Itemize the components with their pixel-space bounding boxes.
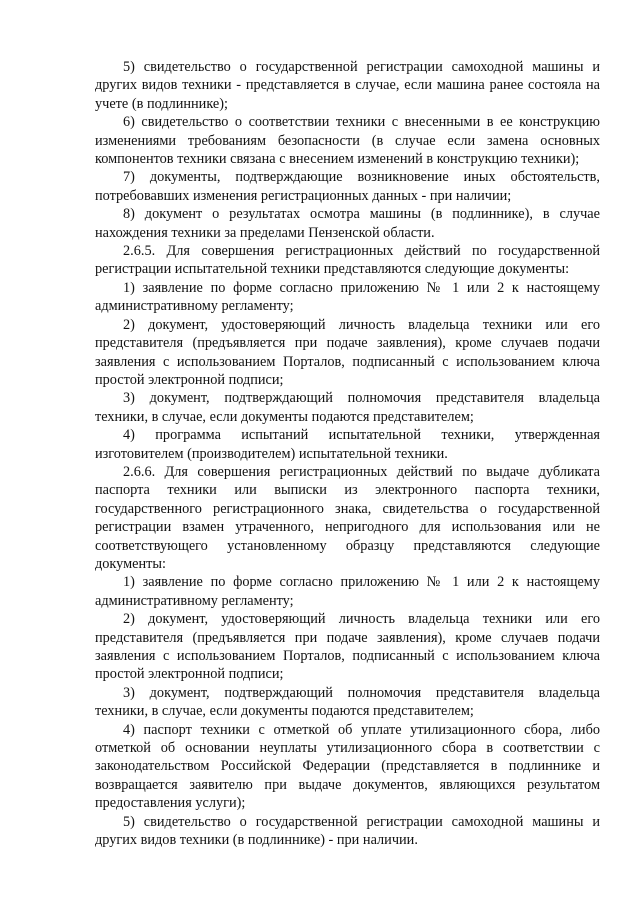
- document-page: [95, 58, 600, 849]
- paragraph: 5) свидетельство о государственной регистрации самоходной машины и других видов техники (в подлиннике) - при наличии.: [95, 813, 600, 849]
- section-heading-paragraph: 2.6.6. Для совершения регистрационных действий по выдаче дубликата паспорта техники или выписки из электронного паспорта техники, государственного регистрационного знака, свидетельства о государственной регистрации взамен утраченного, непригодного для использования или не соответствующего установленному образцу представляются следующие документы:: [95, 463, 600, 572]
- paragraph: 2) документ, удостоверяющий личность владельца техники или его представителя (предъявляется при подаче заявления), кроме случаев подачи заявления с использованием Порталов, подписанный с использованием ключа простой электронной подписи;: [95, 316, 600, 388]
- paragraph: 5) свидетельство о государственной регистрации самоходной машины и других видов техники - представляется в случае, если машина ранее состояла на учете (в подлиннике);: [95, 59, 600, 112]
- paragraph: 4) паспорт техники с отметкой об уплате утилизационного сбора, либо отметкой об основании неуплаты утилизационного сбора в соответствии с законодательством Российской Федерации (представляется в подлиннике и возвращается заявителю при выдаче документов, являющихся результатом предоставления услуги);: [95, 721, 600, 812]
- paragraph: 6) свидетельство о соответствии техники с внесенными в ее конструкцию изменениями требованиям безопасности (в случае если замена основных компонентов техники связана с внесением изменений в конструкцию техники);: [95, 114, 600, 168]
- paragraph: 7) документы, подтверждающие возникновение иных обстоятельств, потребовавших изменения регистрационных данных - при наличии;: [95, 169, 600, 204]
- section-heading-paragraph: 2.6.5. Для совершения регистрационных действий по государственной регистрации испытательной техники представляются следующие документы:: [95, 243, 600, 278]
- paragraph: 8) документ о результатах осмотра машины (в подлиннике), в случае нахождения техники за пределами Пензенской области.: [95, 206, 600, 241]
- paragraph: 3) документ, подтверждающий полномочия представителя владельца техники, в случае, если документы подаются представителем;: [95, 684, 600, 720]
- paragraph: 1) заявление по форме согласно приложению № 1 или 2 к настоящему административному регламенту;: [95, 279, 600, 315]
- paragraph: 3) документ, подтверждающий полномочия представителя владельца техники, в случае, если документы подаются представителем;: [95, 390, 600, 425]
- paragraph: 2) документ, удостоверяющий личность владельца техники или его представителя (предъявляется при подаче заявления), кроме случаев подачи заявления с использованием Порталов, подписанный с использованием ключа простой электронной подписи;: [95, 611, 600, 683]
- paragraph: 1) заявление по форме согласно приложению № 1 или 2 к настоящему административному регламенту;: [95, 574, 600, 609]
- paragraph: 4) программа испытаний испытательной техники, утвержденная изготовителем (производителем) испытательной техники.: [95, 427, 600, 462]
